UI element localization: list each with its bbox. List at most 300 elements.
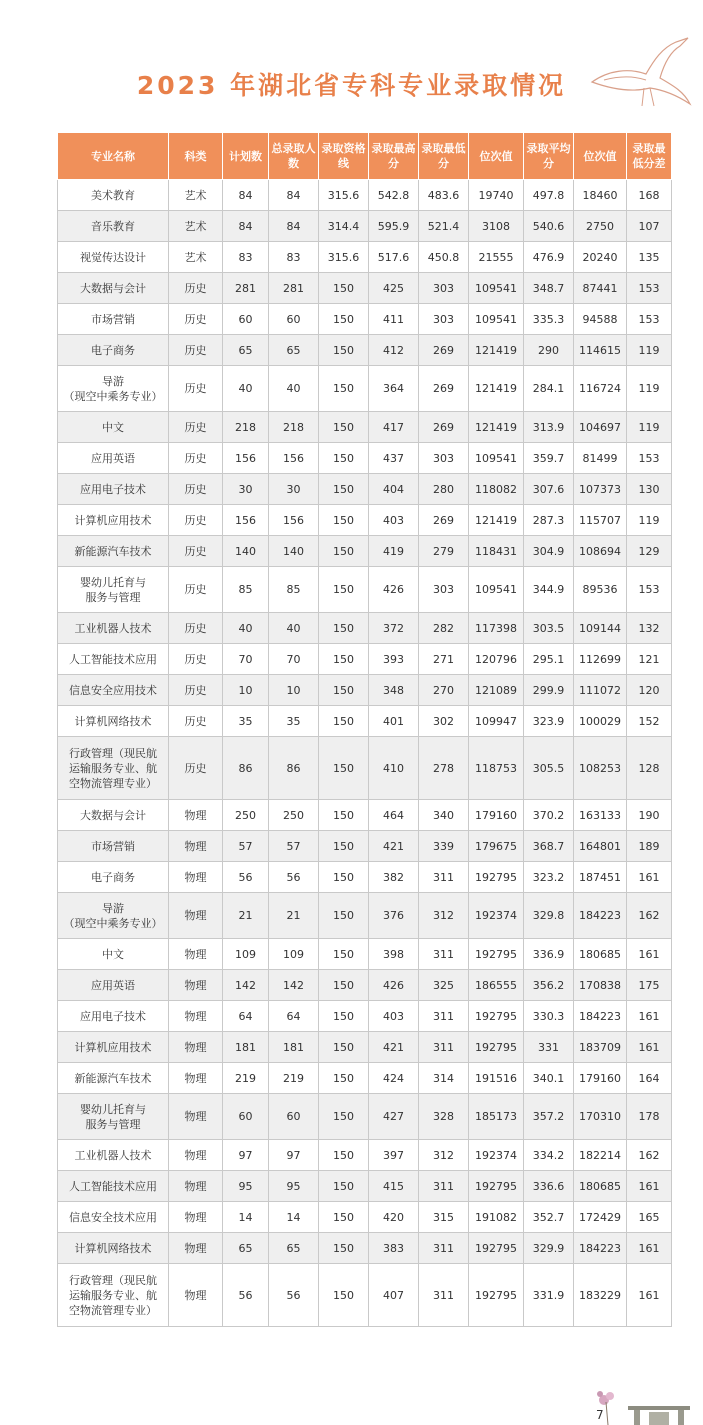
table-cell: 161 <box>627 1264 672 1327</box>
table-cell: 150 <box>319 831 369 862</box>
table-cell: 物理 <box>169 893 223 939</box>
major-name-cell: 大数据与会计 <box>58 800 169 831</box>
table-cell: 84 <box>269 180 319 211</box>
table-cell: 物理 <box>169 1094 223 1140</box>
table-cell: 219 <box>269 1063 319 1094</box>
table-cell: 398 <box>369 939 419 970</box>
major-name-cell: 市场营销 <box>58 304 169 335</box>
table-row <box>58 939 672 970</box>
table-cell: 192795 <box>469 1264 524 1327</box>
major-name-cell: 计算机应用技术 <box>58 505 169 536</box>
table-cell: 35 <box>269 706 319 737</box>
table-cell: 21 <box>269 893 319 939</box>
table-cell: 331 <box>524 1032 574 1063</box>
table-cell: 287.3 <box>524 505 574 536</box>
crane-illustration <box>584 30 694 110</box>
table-cell: 40 <box>223 366 269 412</box>
table-cell: 150 <box>319 1202 369 1233</box>
table-cell: 323.9 <box>524 706 574 737</box>
table-cell: 359.7 <box>524 443 574 474</box>
table-cell: 185173 <box>469 1094 524 1140</box>
table-cell: 60 <box>269 1094 319 1140</box>
table-cell: 150 <box>319 644 369 675</box>
table-cell: 历史 <box>169 443 223 474</box>
table-cell: 315.6 <box>319 180 369 211</box>
table-cell: 历史 <box>169 536 223 567</box>
table-cell: 336.6 <box>524 1171 574 1202</box>
major-name-cell: 婴幼儿托育与 服务与管理 <box>58 567 169 613</box>
table-cell: 70 <box>269 644 319 675</box>
table-cell: 168 <box>627 180 672 211</box>
table-cell: 412 <box>369 335 419 366</box>
table-cell: 历史 <box>169 505 223 536</box>
table-cell: 111072 <box>574 675 627 706</box>
major-name-cell: 工业机器人技术 <box>58 1140 169 1171</box>
table-cell: 303 <box>419 443 469 474</box>
table-cell: 404 <box>369 474 419 505</box>
table-cell: 85 <box>223 567 269 613</box>
table-cell: 历史 <box>169 304 223 335</box>
table-cell: 282 <box>419 613 469 644</box>
table-cell: 21 <box>223 893 269 939</box>
table-cell: 109 <box>223 939 269 970</box>
table-row <box>58 474 672 505</box>
table-cell: 历史 <box>169 412 223 443</box>
table-cell: 94588 <box>574 304 627 335</box>
table-cell: 150 <box>319 412 369 443</box>
table-cell: 323.2 <box>524 862 574 893</box>
table-cell: 311 <box>419 1171 469 1202</box>
table-cell: 83 <box>269 242 319 273</box>
table-row <box>58 644 672 675</box>
table-cell: 426 <box>369 567 419 613</box>
table-cell: 150 <box>319 737 369 800</box>
table-cell: 150 <box>319 893 369 939</box>
table-cell: 84 <box>223 180 269 211</box>
table-row <box>58 335 672 366</box>
table-cell: 121419 <box>469 335 524 366</box>
table-cell: 物理 <box>169 831 223 862</box>
column-header: 专业名称 <box>58 133 169 180</box>
table-cell: 40 <box>269 366 319 412</box>
major-name-cell: 美术教育 <box>58 180 169 211</box>
table-row <box>58 970 672 1001</box>
table-cell: 191516 <box>469 1063 524 1094</box>
table-cell: 421 <box>369 831 419 862</box>
table-cell: 117398 <box>469 613 524 644</box>
table-cell: 397 <box>369 1140 419 1171</box>
table-cell: 427 <box>369 1094 419 1140</box>
page-title: 2023 年湖北省专科专业录取情况 <box>136 71 567 100</box>
table-cell: 150 <box>319 304 369 335</box>
table-cell: 497.8 <box>524 180 574 211</box>
table-cell: 150 <box>319 366 369 412</box>
table-cell: 383 <box>369 1233 419 1264</box>
table-cell: 304.9 <box>524 536 574 567</box>
table-cell: 艺术 <box>169 211 223 242</box>
header-row <box>58 133 672 180</box>
table-row <box>58 180 672 211</box>
table-cell: 330.3 <box>524 1001 574 1032</box>
table-cell: 401 <box>369 706 419 737</box>
table-cell: 153 <box>627 443 672 474</box>
table-cell: 物理 <box>169 1171 223 1202</box>
table-cell: 328 <box>419 1094 469 1140</box>
table-row <box>58 1094 672 1140</box>
table-cell: 192795 <box>469 939 524 970</box>
table-cell: 150 <box>319 273 369 304</box>
table-cell: 420 <box>369 1202 419 1233</box>
table-cell: 329.8 <box>524 893 574 939</box>
table-row <box>58 706 672 737</box>
table-cell: 278 <box>419 737 469 800</box>
table-cell: 595.9 <box>369 211 419 242</box>
table-cell: 192795 <box>469 1233 524 1264</box>
table-cell: 425 <box>369 273 419 304</box>
table-cell: 179160 <box>469 800 524 831</box>
table-cell: 303 <box>419 567 469 613</box>
table-cell: 109541 <box>469 567 524 613</box>
table-cell: 162 <box>627 1140 672 1171</box>
table-cell: 179675 <box>469 831 524 862</box>
table-row <box>58 737 672 800</box>
table-cell: 150 <box>319 706 369 737</box>
table-cell: 150 <box>319 862 369 893</box>
table-cell: 187451 <box>574 862 627 893</box>
table-cell: 290 <box>524 335 574 366</box>
table-cell: 142 <box>269 970 319 1001</box>
table-row <box>58 1202 672 1233</box>
table-cell: 279 <box>419 536 469 567</box>
table-cell: 164 <box>627 1063 672 1094</box>
table-row <box>58 1233 672 1264</box>
table-cell: 历史 <box>169 613 223 644</box>
table-cell: 历史 <box>169 366 223 412</box>
table-cell: 269 <box>419 412 469 443</box>
table-cell: 150 <box>319 474 369 505</box>
major-name-cell: 计算机网络技术 <box>58 706 169 737</box>
table-cell: 190 <box>627 800 672 831</box>
table-cell: 372 <box>369 613 419 644</box>
table-cell: 250 <box>223 800 269 831</box>
table-cell: 64 <box>223 1001 269 1032</box>
table-cell: 179160 <box>574 1063 627 1094</box>
table-cell: 331.9 <box>524 1264 574 1327</box>
table-cell: 40 <box>223 613 269 644</box>
table-cell: 150 <box>319 970 369 1001</box>
table-cell: 60 <box>223 1094 269 1140</box>
table-cell: 107373 <box>574 474 627 505</box>
table-header <box>58 133 672 180</box>
table-cell: 271 <box>419 644 469 675</box>
table-cell: 164801 <box>574 831 627 862</box>
table-cell: 161 <box>627 862 672 893</box>
table-cell: 14 <box>223 1202 269 1233</box>
table-cell: 426 <box>369 970 419 1001</box>
table-cell: 357.2 <box>524 1094 574 1140</box>
major-name-cell: 市场营销 <box>58 831 169 862</box>
table-cell: 162 <box>627 893 672 939</box>
table-cell: 历史 <box>169 335 223 366</box>
table-cell: 178 <box>627 1094 672 1140</box>
table-cell: 70 <box>223 644 269 675</box>
table-cell: 100029 <box>574 706 627 737</box>
table-cell: 161 <box>627 1001 672 1032</box>
table-cell: 物理 <box>169 939 223 970</box>
table-cell: 270 <box>419 675 469 706</box>
table-cell: 410 <box>369 737 419 800</box>
table-cell: 415 <box>369 1171 419 1202</box>
table-cell: 150 <box>319 1264 369 1327</box>
table-cell: 107 <box>627 211 672 242</box>
major-name-cell: 音乐教育 <box>58 211 169 242</box>
table-cell: 65 <box>223 1233 269 1264</box>
table-cell: 81499 <box>574 443 627 474</box>
table-cell: 3108 <box>469 211 524 242</box>
table-cell: 18460 <box>574 180 627 211</box>
table-cell: 192795 <box>469 862 524 893</box>
table-cell: 153 <box>627 567 672 613</box>
major-name-cell: 信息安全技术应用 <box>58 1202 169 1233</box>
table-row <box>58 1063 672 1094</box>
table-cell: 120 <box>627 675 672 706</box>
table-cell: 108694 <box>574 536 627 567</box>
major-name-cell: 行政管理（现民航 运输服务专业、航 空物流管理专业） <box>58 1264 169 1327</box>
table-cell: 108253 <box>574 737 627 800</box>
table-cell: 382 <box>369 862 419 893</box>
table-cell: 348 <box>369 675 419 706</box>
page-number: 7 <box>596 1408 604 1422</box>
table-row <box>58 831 672 862</box>
major-name-cell: 应用英语 <box>58 970 169 1001</box>
table-cell: 65 <box>269 1233 319 1264</box>
column-header: 录取资格线 <box>319 133 369 180</box>
column-header: 总录取人数 <box>269 133 319 180</box>
table-cell: 121 <box>627 644 672 675</box>
table-cell: 314.4 <box>319 211 369 242</box>
table-cell: 121419 <box>469 412 524 443</box>
major-name-cell: 电子商务 <box>58 335 169 366</box>
table-row <box>58 536 672 567</box>
table-cell: 311 <box>419 1264 469 1327</box>
major-name-cell: 应用英语 <box>58 443 169 474</box>
table-cell: 269 <box>419 505 469 536</box>
table-cell: 30 <box>223 474 269 505</box>
table-cell: 311 <box>419 862 469 893</box>
table-row <box>58 304 672 335</box>
table-cell: 335.3 <box>524 304 574 335</box>
table-row <box>58 613 672 644</box>
table-cell: 364 <box>369 366 419 412</box>
table-cell: 281 <box>269 273 319 304</box>
table-cell: 10 <box>269 675 319 706</box>
table-cell: 65 <box>223 335 269 366</box>
table-cell: 历史 <box>169 644 223 675</box>
major-name-cell: 导游 （现空中乘务专业） <box>58 893 169 939</box>
table-cell: 161 <box>627 1171 672 1202</box>
table-row <box>58 1001 672 1032</box>
table-row <box>58 675 672 706</box>
table-cell: 305.5 <box>524 737 574 800</box>
table-cell: 艺术 <box>169 180 223 211</box>
table-cell: 411 <box>369 304 419 335</box>
campus-gate-illustration <box>594 1388 694 1425</box>
table-cell: 83 <box>223 242 269 273</box>
table-cell: 152 <box>627 706 672 737</box>
table-cell: 183709 <box>574 1032 627 1063</box>
table-cell: 161 <box>627 1233 672 1264</box>
table-cell: 140 <box>223 536 269 567</box>
table-cell: 348.7 <box>524 273 574 304</box>
column-header: 计划数 <box>223 133 269 180</box>
column-header: 录取平均分 <box>524 133 574 180</box>
table-cell: 57 <box>223 831 269 862</box>
table-cell: 119 <box>627 412 672 443</box>
table-cell: 336.9 <box>524 939 574 970</box>
table-cell: 329.9 <box>524 1233 574 1264</box>
table-cell: 311 <box>419 1032 469 1063</box>
table-cell: 313.9 <box>524 412 574 443</box>
major-name-cell: 应用电子技术 <box>58 1001 169 1032</box>
table-cell: 334.2 <box>524 1140 574 1171</box>
table-cell: 295.1 <box>524 644 574 675</box>
table-cell: 87441 <box>574 273 627 304</box>
table-cell: 89536 <box>574 567 627 613</box>
table-cell: 132 <box>627 613 672 644</box>
major-name-cell: 人工智能技术应用 <box>58 1171 169 1202</box>
table-cell: 118753 <box>469 737 524 800</box>
table-cell: 156 <box>223 505 269 536</box>
table-cell: 150 <box>319 613 369 644</box>
major-name-cell: 信息安全应用技术 <box>58 675 169 706</box>
table-cell: 109 <box>269 939 319 970</box>
table-cell: 150 <box>319 1001 369 1032</box>
table-cell: 86 <box>269 737 319 800</box>
table-cell: 艺术 <box>169 242 223 273</box>
table-cell: 142 <box>223 970 269 1001</box>
table-cell: 150 <box>319 1171 369 1202</box>
table-cell: 95 <box>269 1171 319 1202</box>
table-cell: 403 <box>369 505 419 536</box>
table-cell: 163133 <box>574 800 627 831</box>
table-row <box>58 567 672 613</box>
table-cell: 119 <box>627 335 672 366</box>
table-cell: 218 <box>269 412 319 443</box>
table-cell: 121419 <box>469 505 524 536</box>
table-cell: 521.4 <box>419 211 469 242</box>
table-cell: 150 <box>319 1063 369 1094</box>
table-cell: 393 <box>369 644 419 675</box>
major-name-cell: 新能源汽车技术 <box>58 1063 169 1094</box>
table-cell: 112699 <box>574 644 627 675</box>
table-cell: 150 <box>319 335 369 366</box>
table-cell: 186555 <box>469 970 524 1001</box>
table-row <box>58 862 672 893</box>
table-cell: 269 <box>419 335 469 366</box>
table-cell: 356.2 <box>524 970 574 1001</box>
table-cell: 21555 <box>469 242 524 273</box>
table-row <box>58 412 672 443</box>
table-cell: 历史 <box>169 737 223 800</box>
table-cell: 84 <box>223 211 269 242</box>
major-name-cell: 中文 <box>58 412 169 443</box>
table-cell: 历史 <box>169 706 223 737</box>
table-cell: 542.8 <box>369 180 419 211</box>
table-cell: 156 <box>223 443 269 474</box>
major-name-cell: 计算机网络技术 <box>58 1233 169 1264</box>
table-cell: 129 <box>627 536 672 567</box>
table-cell: 物理 <box>169 1063 223 1094</box>
table-cell: 307.6 <box>524 474 574 505</box>
table-cell: 437 <box>369 443 419 474</box>
table-cell: 物理 <box>169 1001 223 1032</box>
table-cell: 109541 <box>469 443 524 474</box>
table-cell: 119 <box>627 505 672 536</box>
table-cell: 184223 <box>574 893 627 939</box>
table-cell: 119 <box>627 366 672 412</box>
column-header: 录取最低分 <box>419 133 469 180</box>
table-cell: 历史 <box>169 567 223 613</box>
table-cell: 315.6 <box>319 242 369 273</box>
table-cell: 476.9 <box>524 242 574 273</box>
table-cell: 物理 <box>169 1140 223 1171</box>
table-cell: 130 <box>627 474 672 505</box>
table-cell: 109541 <box>469 273 524 304</box>
major-name-cell: 人工智能技术应用 <box>58 644 169 675</box>
table-cell: 165 <box>627 1202 672 1233</box>
table-cell: 303 <box>419 304 469 335</box>
table-cell: 180685 <box>574 1171 627 1202</box>
table-cell: 417 <box>369 412 419 443</box>
table-cell: 180685 <box>574 939 627 970</box>
table-cell: 170838 <box>574 970 627 1001</box>
table-cell: 450.8 <box>419 242 469 273</box>
table-cell: 121419 <box>469 366 524 412</box>
table-cell: 109541 <box>469 304 524 335</box>
table-cell: 150 <box>319 443 369 474</box>
table-cell: 118431 <box>469 536 524 567</box>
table-row <box>58 893 672 939</box>
table-cell: 280 <box>419 474 469 505</box>
major-name-cell: 行政管理（现民航 运输服务专业、航 空物流管理专业） <box>58 737 169 800</box>
table-cell: 150 <box>319 567 369 613</box>
table-cell: 历史 <box>169 675 223 706</box>
table-cell: 315 <box>419 1202 469 1233</box>
major-name-cell: 中文 <box>58 939 169 970</box>
table-row <box>58 1264 672 1327</box>
table-cell: 104697 <box>574 412 627 443</box>
table-row <box>58 273 672 304</box>
table-cell: 150 <box>319 536 369 567</box>
table-cell: 30 <box>269 474 319 505</box>
table-cell: 150 <box>319 1233 369 1264</box>
table-cell: 物理 <box>169 800 223 831</box>
table-cell: 311 <box>419 1233 469 1264</box>
table-cell: 128 <box>627 737 672 800</box>
table-cell: 181 <box>223 1032 269 1063</box>
table-cell: 2750 <box>574 211 627 242</box>
table-cell: 182214 <box>574 1140 627 1171</box>
table-row <box>58 1171 672 1202</box>
table-cell: 153 <box>627 273 672 304</box>
table-row <box>58 211 672 242</box>
table-cell: 109947 <box>469 706 524 737</box>
table-cell: 421 <box>369 1032 419 1063</box>
table-cell: 115707 <box>574 505 627 536</box>
table-cell: 历史 <box>169 273 223 304</box>
table-row <box>58 800 672 831</box>
table-cell: 303.5 <box>524 613 574 644</box>
